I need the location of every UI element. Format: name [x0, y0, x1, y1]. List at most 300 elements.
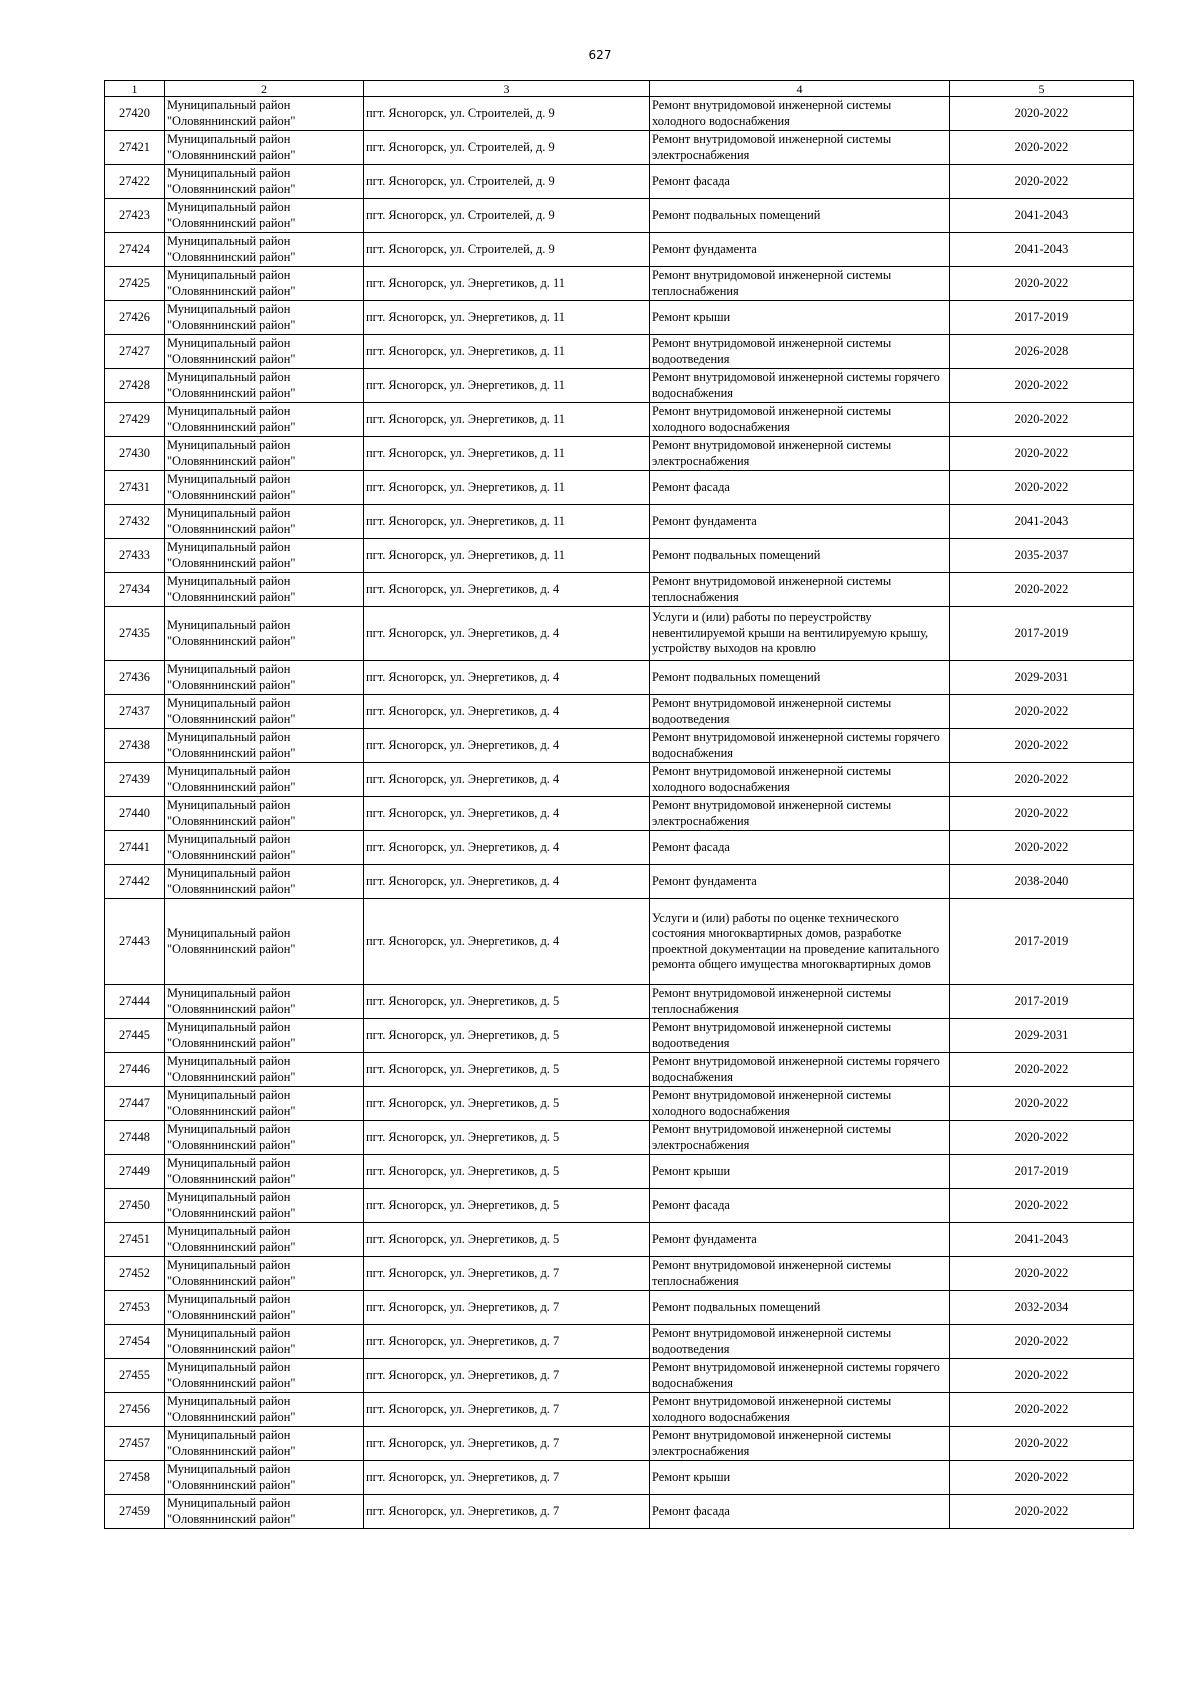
municipality-line-1: Муниципальный район — [167, 1462, 291, 1476]
address: пгт. Ясногорск, ул. Энергетиков, д. 5 — [364, 985, 650, 1019]
address: пгт. Ясногорск, ул. Энергетиков, д. 7 — [364, 1257, 650, 1291]
address: пгт. Ясногорск, ул. Энергетиков, д. 4 — [364, 763, 650, 797]
row-number: 27429 — [105, 403, 165, 437]
table-row — [105, 695, 1134, 729]
address: пгт. Ясногорск, ул. Энергетиков, д. 7 — [364, 1461, 650, 1495]
address: пгт. Ясногорск, ул. Энергетиков, д. 11 — [364, 369, 650, 403]
table-body — [105, 97, 1134, 1529]
municipality — [165, 607, 364, 661]
municipality-line-1: Муниципальный район — [167, 1292, 291, 1306]
municipality-line-1: Муниципальный район — [167, 506, 291, 520]
municipality — [165, 335, 364, 369]
table-row — [105, 1189, 1134, 1223]
row-number: 27458 — [105, 1461, 165, 1495]
municipality-line-1: Муниципальный район — [167, 764, 291, 778]
table-row — [105, 539, 1134, 573]
repair-period: 2020-2022 — [950, 1189, 1134, 1223]
address: пгт. Ясногорск, ул. Энергетиков, д. 4 — [364, 797, 650, 831]
row-number: 27436 — [105, 661, 165, 695]
table-row — [105, 985, 1134, 1019]
municipality-line-1: Муниципальный район — [167, 986, 291, 1000]
municipality-line-2: "Оловяннинский район" — [167, 487, 296, 502]
row-number: 27423 — [105, 199, 165, 233]
work-type: Ремонт фундамента — [650, 1223, 950, 1257]
address: пгт. Ясногорск, ул. Энергетиков, д. 11 — [364, 403, 650, 437]
municipality — [165, 985, 364, 1019]
address: пгт. Ясногорск, ул. Энергетиков, д. 11 — [364, 267, 650, 301]
municipality-line-1: Муниципальный район — [167, 1496, 291, 1510]
municipality-line-1: Муниципальный район — [167, 926, 291, 940]
address: пгт. Ясногорск, ул. Энергетиков, д. 7 — [364, 1325, 650, 1359]
work-type: Ремонт крыши — [650, 301, 950, 335]
work-type: Ремонт фасада — [650, 1495, 950, 1529]
repair-period: 2020-2022 — [950, 797, 1134, 831]
repair-period: 2020-2022 — [950, 763, 1134, 797]
municipality-line-2: "Оловяннинский район" — [167, 283, 296, 298]
repair-period: 2020-2022 — [950, 1495, 1134, 1529]
work-type: Ремонт фундамента — [650, 505, 950, 539]
row-number: 27435 — [105, 607, 165, 661]
municipality — [165, 1325, 364, 1359]
address: пгт. Ясногорск, ул. Энергетиков, д. 11 — [364, 335, 650, 369]
table-row — [105, 369, 1134, 403]
municipality-line-1: Муниципальный район — [167, 234, 291, 248]
repair-period: 2041-2043 — [950, 199, 1134, 233]
municipality — [165, 369, 364, 403]
municipality-line-1: Муниципальный район — [167, 798, 291, 812]
municipality — [165, 573, 364, 607]
row-number: 27430 — [105, 437, 165, 471]
municipality-line-2: "Оловяннинский район" — [167, 1103, 296, 1118]
municipality — [165, 267, 364, 301]
repair-period: 2020-2022 — [950, 831, 1134, 865]
row-number: 27433 — [105, 539, 165, 573]
table-row — [105, 505, 1134, 539]
municipality-line-2: "Оловяннинский район" — [167, 317, 296, 332]
row-number: 27444 — [105, 985, 165, 1019]
address: пгт. Ясногорск, ул. Энергетиков, д. 4 — [364, 607, 650, 661]
table-row — [105, 1427, 1134, 1461]
address: пгт. Ясногорск, ул. Энергетиков, д. 5 — [364, 1121, 650, 1155]
column-number-row — [105, 81, 1134, 97]
address: пгт. Ясногорск, ул. Энергетиков, д. 4 — [364, 729, 650, 763]
column-header-1: 1 — [105, 81, 165, 97]
repair-period: 2017-2019 — [950, 1155, 1134, 1189]
table-row — [105, 1291, 1134, 1325]
table-row — [105, 1053, 1134, 1087]
row-number: 27459 — [105, 1495, 165, 1529]
address: пгт. Ясногорск, ул. Строителей, д. 9 — [364, 233, 650, 267]
row-number: 27441 — [105, 831, 165, 865]
column-header-2: 2 — [165, 81, 364, 97]
municipality-line-1: Муниципальный район — [167, 1428, 291, 1442]
address: пгт. Ясногорск, ул. Энергетиков, д. 5 — [364, 1223, 650, 1257]
municipality — [165, 695, 364, 729]
repair-period: 2020-2022 — [950, 1087, 1134, 1121]
work-type: Ремонт внутридомовой инженерной системы горячего водоснабжения — [650, 729, 950, 763]
table-row — [105, 831, 1134, 865]
row-number: 27447 — [105, 1087, 165, 1121]
work-type: Ремонт внутридомовой инженерной системы водоотведения — [650, 695, 950, 729]
work-type: Ремонт внутридомовой инженерной системы горячего водоснабжения — [650, 1359, 950, 1393]
municipality — [165, 661, 364, 695]
work-type: Услуги и (или) работы по переустройству невентилируемой крыши на вентилируемую крышу, устройству выходов на кровлю — [650, 607, 950, 661]
municipality-line-1: Муниципальный район — [167, 472, 291, 486]
municipality-line-1: Муниципальный район — [167, 98, 291, 112]
municipality-line-2: "Оловяннинский район" — [167, 113, 296, 128]
municipality-line-1: Муниципальный район — [167, 1394, 291, 1408]
municipality-line-1: Муниципальный район — [167, 1190, 291, 1204]
repair-period: 2041-2043 — [950, 1223, 1134, 1257]
table-row — [105, 1393, 1134, 1427]
table-row — [105, 661, 1134, 695]
municipality — [165, 1053, 364, 1087]
address: пгт. Ясногорск, ул. Строителей, д. 9 — [364, 199, 650, 233]
repair-period: 2020-2022 — [950, 1121, 1134, 1155]
municipality-line-2: "Оловяннинский район" — [167, 385, 296, 400]
municipality — [165, 1087, 364, 1121]
table-row — [105, 797, 1134, 831]
work-type: Услуги и (или) работы по оценке технического состояния многоквартирных домов, разработке проектной документации на проведение капитального ремонта общего имущества многоквартирных домов — [650, 899, 950, 985]
row-number: 27453 — [105, 1291, 165, 1325]
row-number: 27448 — [105, 1121, 165, 1155]
repair-period: 2026-2028 — [950, 335, 1134, 369]
row-number: 27442 — [105, 865, 165, 899]
municipality — [165, 471, 364, 505]
work-type: Ремонт подвальных помещений — [650, 199, 950, 233]
work-type: Ремонт внутридомовой инженерной системы холодного водоснабжения — [650, 1087, 950, 1121]
address: пгт. Ясногорск, ул. Энергетиков, д. 11 — [364, 437, 650, 471]
repair-period: 2020-2022 — [950, 403, 1134, 437]
municipality-line-2: "Оловяннинский район" — [167, 1511, 296, 1526]
repair-period: 2032-2034 — [950, 1291, 1134, 1325]
table-row — [105, 1019, 1134, 1053]
work-type: Ремонт фасада — [650, 165, 950, 199]
address: пгт. Ясногорск, ул. Энергетиков, д. 5 — [364, 1189, 650, 1223]
municipality — [165, 899, 364, 985]
row-number: 27452 — [105, 1257, 165, 1291]
municipality-line-2: "Оловяннинский район" — [167, 1171, 296, 1186]
repair-period: 2020-2022 — [950, 1325, 1134, 1359]
table-row — [105, 199, 1134, 233]
repair-period: 2020-2022 — [950, 471, 1134, 505]
municipality — [165, 1495, 364, 1529]
repair-period: 2038-2040 — [950, 865, 1134, 899]
repair-period: 2020-2022 — [950, 1393, 1134, 1427]
row-number: 27443 — [105, 899, 165, 985]
repair-period: 2020-2022 — [950, 437, 1134, 471]
table-row — [105, 607, 1134, 661]
row-number: 27457 — [105, 1427, 165, 1461]
row-number: 27451 — [105, 1223, 165, 1257]
municipality-line-1: Муниципальный район — [167, 302, 291, 316]
repair-schedule-table — [104, 80, 1134, 1529]
address: пгт. Ясногорск, ул. Энергетиков, д. 4 — [364, 695, 650, 729]
row-number: 27455 — [105, 1359, 165, 1393]
work-type: Ремонт внутридомовой инженерной системы электроснабжения — [650, 1427, 950, 1461]
municipality — [165, 865, 364, 899]
municipality — [165, 797, 364, 831]
work-type: Ремонт внутридомовой инженерной системы теплоснабжения — [650, 985, 950, 1019]
work-type: Ремонт фундамента — [650, 865, 950, 899]
municipality-line-1: Муниципальный район — [167, 200, 291, 214]
municipality — [165, 1427, 364, 1461]
municipality-line-2: "Оловяннинский район" — [167, 1069, 296, 1084]
work-type: Ремонт внутридомовой инженерной системы холодного водоснабжения — [650, 97, 950, 131]
work-type: Ремонт внутридомовой инженерной системы электроснабжения — [650, 131, 950, 165]
repair-period: 2017-2019 — [950, 985, 1134, 1019]
municipality — [165, 403, 364, 437]
municipality — [165, 729, 364, 763]
address: пгт. Ясногорск, ул. Энергетиков, д. 5 — [364, 1155, 650, 1189]
row-number: 27431 — [105, 471, 165, 505]
work-type: Ремонт внутридомовой инженерной системы горячего водоснабжения — [650, 1053, 950, 1087]
municipality-line-1: Муниципальный район — [167, 1054, 291, 1068]
table-row — [105, 1461, 1134, 1495]
municipality-line-1: Муниципальный район — [167, 1122, 291, 1136]
repair-period: 2020-2022 — [950, 97, 1134, 131]
work-type: Ремонт внутридомовой инженерной системы холодного водоснабжения — [650, 1393, 950, 1427]
row-number: 27424 — [105, 233, 165, 267]
municipality — [165, 1393, 364, 1427]
repair-period: 2020-2022 — [950, 1257, 1134, 1291]
work-type: Ремонт внутридомовой инженерной системы теплоснабжения — [650, 267, 950, 301]
address: пгт. Ясногорск, ул. Энергетиков, д. 4 — [364, 831, 650, 865]
work-type: Ремонт внутридомовой инженерной системы холодного водоснабжения — [650, 403, 950, 437]
municipality — [165, 437, 364, 471]
municipality-line-2: "Оловяннинский район" — [167, 249, 296, 264]
row-number: 27445 — [105, 1019, 165, 1053]
municipality-line-1: Муниципальный район — [167, 618, 291, 632]
address: пгт. Ясногорск, ул. Энергетиков, д. 11 — [364, 539, 650, 573]
municipality-line-1: Муниципальный район — [167, 132, 291, 146]
table-row — [105, 437, 1134, 471]
row-number: 27426 — [105, 301, 165, 335]
municipality-line-1: Муниципальный район — [167, 540, 291, 554]
municipality — [165, 1155, 364, 1189]
row-number: 27434 — [105, 573, 165, 607]
municipality-line-2: "Оловяннинский район" — [167, 1001, 296, 1016]
municipality-line-2: "Оловяннинский район" — [167, 779, 296, 794]
municipality — [165, 1189, 364, 1223]
address: пгт. Ясногорск, ул. Энергетиков, д. 5 — [364, 1053, 650, 1087]
repair-period: 2020-2022 — [950, 1427, 1134, 1461]
table-row — [105, 131, 1134, 165]
repair-period: 2017-2019 — [950, 899, 1134, 985]
repair-period: 2020-2022 — [950, 1359, 1134, 1393]
municipality-line-1: Муниципальный район — [167, 438, 291, 452]
row-number: 27428 — [105, 369, 165, 403]
address: пгт. Ясногорск, ул. Строителей, д. 9 — [364, 97, 650, 131]
municipality-line-1: Муниципальный район — [167, 166, 291, 180]
municipality-line-1: Муниципальный район — [167, 404, 291, 418]
municipality-line-2: "Оловяннинский район" — [167, 215, 296, 230]
municipality-line-2: "Оловяннинский район" — [167, 419, 296, 434]
repair-period: 2020-2022 — [950, 165, 1134, 199]
municipality — [165, 1019, 364, 1053]
repair-period: 2017-2019 — [950, 607, 1134, 661]
municipality-line-2: "Оловяннинский район" — [167, 711, 296, 726]
table-row — [105, 403, 1134, 437]
table-row — [105, 335, 1134, 369]
work-type: Ремонт внутридомовой инженерной системы горячего водоснабжения — [650, 369, 950, 403]
table-row — [105, 1155, 1134, 1189]
municipality-line-1: Муниципальный район — [167, 1360, 291, 1374]
work-type: Ремонт внутридомовой инженерной системы водоотведения — [650, 335, 950, 369]
municipality-line-2: "Оловяннинский район" — [167, 147, 296, 162]
address: пгт. Ясногорск, ул. Энергетиков, д. 11 — [364, 505, 650, 539]
table-row — [105, 1087, 1134, 1121]
repair-period: 2041-2043 — [950, 233, 1134, 267]
municipality — [165, 131, 364, 165]
municipality-line-2: "Оловяннинский район" — [167, 181, 296, 196]
municipality-line-1: Муниципальный район — [167, 1020, 291, 1034]
table-row — [105, 763, 1134, 797]
municipality-line-1: Муниципальный район — [167, 866, 291, 880]
address: пгт. Ясногорск, ул. Энергетиков, д. 11 — [364, 471, 650, 505]
table-row — [105, 899, 1134, 985]
repair-period: 2020-2022 — [950, 1053, 1134, 1087]
municipality-line-2: "Оловяннинский район" — [167, 633, 296, 648]
municipality — [165, 301, 364, 335]
municipality-line-2: "Оловяннинский район" — [167, 1035, 296, 1050]
municipality-line-1: Муниципальный район — [167, 832, 291, 846]
municipality — [165, 165, 364, 199]
row-number: 27454 — [105, 1325, 165, 1359]
municipality — [165, 505, 364, 539]
municipality-line-1: Муниципальный район — [167, 336, 291, 350]
municipality-line-2: "Оловяннинский район" — [167, 847, 296, 862]
address: пгт. Ясногорск, ул. Энергетиков, д. 7 — [364, 1291, 650, 1325]
repair-period: 2020-2022 — [950, 729, 1134, 763]
address: пгт. Ясногорск, ул. Энергетиков, д. 4 — [364, 899, 650, 985]
work-type: Ремонт подвальных помещений — [650, 661, 950, 695]
municipality — [165, 539, 364, 573]
municipality-line-2: "Оловяннинский район" — [167, 1443, 296, 1458]
address: пгт. Ясногорск, ул. Энергетиков, д. 5 — [364, 1019, 650, 1053]
repair-period: 2020-2022 — [950, 267, 1134, 301]
municipality-line-2: "Оловяннинский район" — [167, 555, 296, 570]
municipality — [165, 1121, 364, 1155]
work-type: Ремонт внутридомовой инженерной системы электроснабжения — [650, 437, 950, 471]
municipality — [165, 1291, 364, 1325]
municipality — [165, 97, 364, 131]
municipality-line-1: Муниципальный район — [167, 1088, 291, 1102]
address: пгт. Ясногорск, ул. Энергетиков, д. 5 — [364, 1087, 650, 1121]
address: пгт. Ясногорск, ул. Энергетиков, д. 7 — [364, 1495, 650, 1529]
municipality-line-2: "Оловяннинский район" — [167, 589, 296, 604]
address: пгт. Ясногорск, ул. Энергетиков, д. 7 — [364, 1393, 650, 1427]
table-row — [105, 865, 1134, 899]
repair-period: 2029-2031 — [950, 661, 1134, 695]
work-type: Ремонт фасада — [650, 831, 950, 865]
work-type: Ремонт внутридомовой инженерной системы водоотведения — [650, 1019, 950, 1053]
municipality-line-2: "Оловяннинский район" — [167, 1375, 296, 1390]
repair-period: 2020-2022 — [950, 573, 1134, 607]
municipality-line-2: "Оловяннинский район" — [167, 1477, 296, 1492]
table-row — [105, 729, 1134, 763]
repair-period: 2041-2043 — [950, 505, 1134, 539]
municipality-line-1: Муниципальный район — [167, 574, 291, 588]
repair-period: 2029-2031 — [950, 1019, 1134, 1053]
municipality — [165, 831, 364, 865]
row-number: 27420 — [105, 97, 165, 131]
work-type: Ремонт фасада — [650, 471, 950, 505]
address: пгт. Ясногорск, ул. Энергетиков, д. 11 — [364, 301, 650, 335]
work-type: Ремонт внутридомовой инженерной системы теплоснабжения — [650, 573, 950, 607]
repair-period: 2020-2022 — [950, 131, 1134, 165]
municipality-line-2: "Оловяннинский район" — [167, 881, 296, 896]
row-number: 27456 — [105, 1393, 165, 1427]
work-type: Ремонт внутридомовой инженерной системы электроснабжения — [650, 797, 950, 831]
row-number: 27432 — [105, 505, 165, 539]
repair-period: 2035-2037 — [950, 539, 1134, 573]
table-row — [105, 1257, 1134, 1291]
municipality — [165, 1461, 364, 1495]
municipality-line-2: "Оловяннинский район" — [167, 1137, 296, 1152]
municipality — [165, 1359, 364, 1393]
table-row — [105, 233, 1134, 267]
municipality-line-2: "Оловяннинский район" — [167, 941, 296, 956]
repair-period: 2017-2019 — [950, 301, 1134, 335]
address: пгт. Ясногорск, ул. Строителей, д. 9 — [364, 165, 650, 199]
row-number: 27449 — [105, 1155, 165, 1189]
row-number: 27450 — [105, 1189, 165, 1223]
table-row — [105, 1223, 1134, 1257]
municipality-line-2: "Оловяннинский район" — [167, 813, 296, 828]
page-number: 627 — [588, 48, 612, 62]
municipality-line-1: Муниципальный район — [167, 1224, 291, 1238]
repair-period: 2020-2022 — [950, 695, 1134, 729]
municipality-line-2: "Оловяннинский район" — [167, 1239, 296, 1254]
municipality-line-2: "Оловяннинский район" — [167, 453, 296, 468]
address: пгт. Ясногорск, ул. Энергетиков, д. 7 — [364, 1427, 650, 1461]
municipality — [165, 763, 364, 797]
repair-period: 2020-2022 — [950, 369, 1134, 403]
municipality-line-2: "Оловяннинский район" — [167, 1409, 296, 1424]
row-number: 27421 — [105, 131, 165, 165]
municipality — [165, 199, 364, 233]
work-type: Ремонт фундамента — [650, 233, 950, 267]
table-row — [105, 1121, 1134, 1155]
municipality — [165, 233, 364, 267]
municipality-line-1: Муниципальный район — [167, 268, 291, 282]
column-header-5: 5 — [950, 81, 1134, 97]
table-row — [105, 267, 1134, 301]
row-number: 27425 — [105, 267, 165, 301]
municipality-line-1: Муниципальный район — [167, 730, 291, 744]
address: пгт. Ясногорск, ул. Энергетиков, д. 7 — [364, 1359, 650, 1393]
municipality-line-2: "Оловяннинский район" — [167, 745, 296, 760]
address: пгт. Ясногорск, ул. Энергетиков, д. 4 — [364, 865, 650, 899]
municipality-line-2: "Оловяннинский район" — [167, 1273, 296, 1288]
work-type: Ремонт внутридомовой инженерной системы электроснабжения — [650, 1121, 950, 1155]
municipality-line-1: Муниципальный район — [167, 370, 291, 384]
row-number: 27438 — [105, 729, 165, 763]
work-type: Ремонт подвальных помещений — [650, 539, 950, 573]
work-type: Ремонт подвальных помещений — [650, 1291, 950, 1325]
work-type: Ремонт крыши — [650, 1461, 950, 1495]
work-type: Ремонт внутридомовой инженерной системы холодного водоснабжения — [650, 763, 950, 797]
table-row — [105, 471, 1134, 505]
municipality-line-1: Муниципальный район — [167, 662, 291, 676]
municipality-line-2: "Оловяннинский район" — [167, 351, 296, 366]
table-row — [105, 301, 1134, 335]
work-type: Ремонт внутридомовой инженерной системы теплоснабжения — [650, 1257, 950, 1291]
row-number: 27439 — [105, 763, 165, 797]
row-number: 27422 — [105, 165, 165, 199]
table-row — [105, 165, 1134, 199]
